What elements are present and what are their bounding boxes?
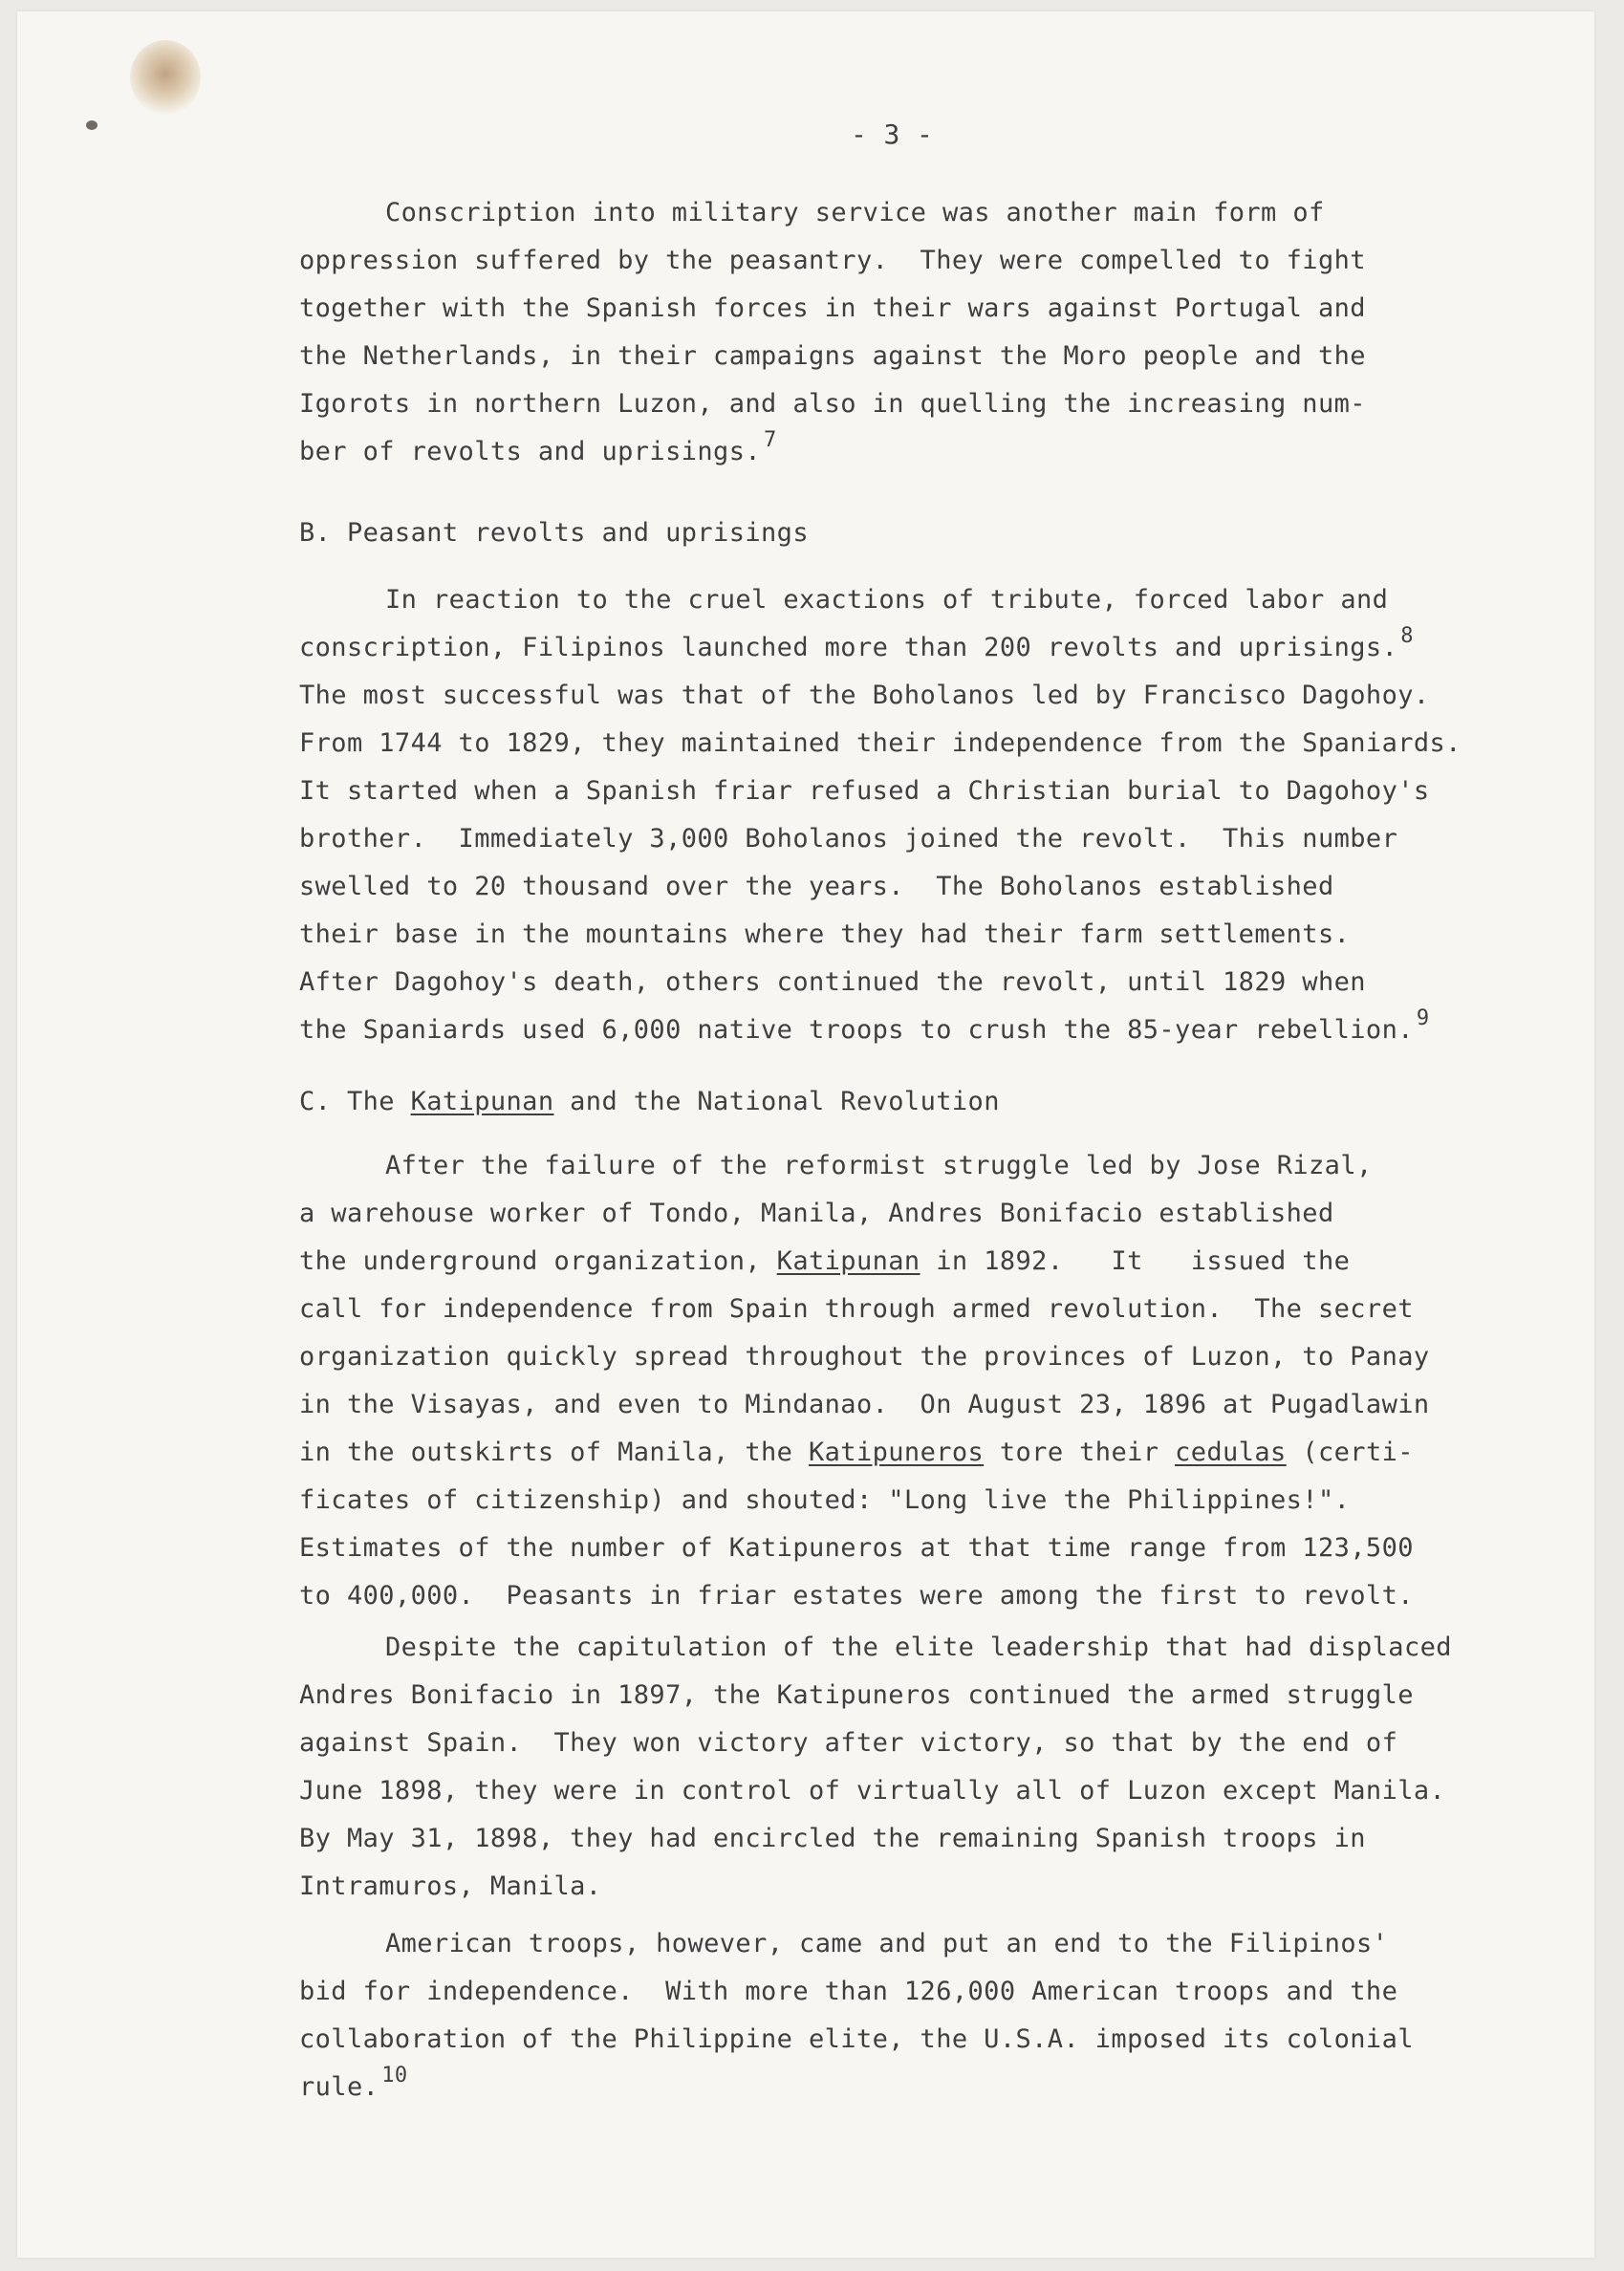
paragraph-line	[299, 1246, 1350, 1277]
footnote-marker: 10	[381, 2064, 408, 2087]
ink-speck	[86, 120, 97, 130]
paragraph-line: June 1898, they were in control of virtually all of Luzon except Manila.	[299, 1776, 1446, 1806]
paragraph-line	[299, 428, 777, 469]
paragraph-line: Conscription into military service was another main form of	[385, 198, 1325, 227]
underlined-term: Katipuneros	[808, 1438, 985, 1467]
heading-underlined-term: Katipunan	[410, 1087, 554, 1116]
paragraph-line: together with the Spanish forces in their wars against Portugal and	[299, 293, 1366, 323]
paragraph-line: Andres Bonifacio in 1897, the Katipuneros continued the armed struggle	[299, 1680, 1414, 1710]
heading-prefix: C. The	[299, 1087, 411, 1116]
paragraph-line: their base in the mountains where they had their farm settlements.	[299, 919, 1351, 949]
paragraph-line: Intramuros, Manila.	[299, 1871, 602, 1901]
paragraph-line: bid for independence. With more than 126,000 American troops and the	[299, 1977, 1398, 2006]
paragraph-line: From 1744 to 1829, they maintained their independence from the Spaniards.	[299, 728, 1462, 758]
paragraph-line: in the Visayas, and even to Mindanao. On August 23, 1896 at Pugadlawin	[299, 1390, 1430, 1419]
paragraph-line: brother. Immediately 3,000 Boholanos joined the revolt. This number	[299, 824, 1398, 854]
paragraph-line: After the failure of the reformist struggle led by Jose Rizal,	[385, 1151, 1373, 1180]
section-heading-c	[299, 1087, 1000, 1117]
paragraph-line: American troops, however, came and put an end to the Filipinos'	[385, 1929, 1389, 1958]
paragraph-line	[299, 1006, 1430, 1048]
line-text: tore their	[984, 1438, 1176, 1467]
line-text: the underground organization,	[299, 1246, 777, 1276]
line-text: ber of revolts and uprisings.	[299, 437, 762, 466]
rust-stain	[130, 40, 201, 115]
line-text: rule.	[299, 2072, 379, 2102]
paragraph-line: the Netherlands, in their campaigns against the Moro people and the	[299, 341, 1366, 371]
footnote-marker: 9	[1416, 1006, 1430, 1030]
paragraph-line	[299, 2064, 408, 2105]
paragraph-line	[299, 1438, 1414, 1468]
heading-suffix: and the National Revolution	[553, 1087, 1000, 1116]
paragraph-line: ficates of citizenship) and shouted: "Long live the Philippines!".	[299, 1485, 1351, 1515]
paragraph-line: By May 31, 1898, they had encircled the remaining Spanish troops in	[299, 1824, 1366, 1853]
line-text: in 1892. It issued the	[920, 1246, 1351, 1276]
paragraph-line: oppression suffered by the peasantry. They were compelled to fight	[299, 246, 1366, 275]
paragraph-line: In reaction to the cruel exactions of tribute, forced labor and	[385, 585, 1389, 615]
line-text: the Spaniards used 6,000 native troops to crush the 85-year rebellion.	[299, 1015, 1414, 1045]
section-heading-b: B. Peasant revolts and uprisings	[299, 518, 809, 548]
paragraph-line: against Spain. They won victory after victory, so that by the end of	[299, 1728, 1398, 1758]
document-page	[17, 11, 1594, 2258]
line-text: conscription, Filipinos launched more than 200 revolts and uprisings.	[299, 633, 1398, 662]
footnote-marker: 7	[764, 428, 777, 452]
paragraph-line: The most successful was that of the Boholanos led by Francisco Dagohoy.	[299, 681, 1430, 710]
paragraph-line: Despite the capitulation of the elite leadership that had displaced	[385, 1633, 1452, 1662]
line-text: in the outskirts of Manila, the	[299, 1438, 809, 1467]
footnote-marker: 8	[1400, 624, 1414, 648]
paragraph-line	[299, 624, 1414, 665]
paragraph-line: swelled to 20 thousand over the years. The Boholanos established	[299, 872, 1334, 901]
paragraph-line: After Dagohoy's death, others continued the revolt, until 1829 when	[299, 967, 1366, 997]
paragraph-line: call for independence from Spain through armed revolution. The secret	[299, 1294, 1414, 1324]
page-number: - 3 -	[851, 119, 934, 150]
paragraph-line: to 400,000. Peasants in friar estates were among the first to revolt.	[299, 1581, 1414, 1611]
paragraph-line: collaboration of the Philippine elite, the U.S.A. imposed its colonial	[299, 2024, 1414, 2054]
paragraph-line: organization quickly spread throughout the provinces of Luzon, to Panay	[299, 1342, 1430, 1372]
paragraph-line: It started when a Spanish friar refused a Christian burial to Dagohoy's	[299, 776, 1430, 806]
paragraph-line: Igorots in northern Luzon, and also in quelling the increasing num-	[299, 389, 1366, 419]
underlined-term: Katipunan	[776, 1246, 920, 1276]
paragraph-line: a warehouse worker of Tondo, Manila, Andres Bonifacio established	[299, 1199, 1334, 1228]
paragraph-line: Estimates of the number of Katipuneros at that time range from 123,500	[299, 1533, 1414, 1563]
line-text: (certi-	[1286, 1438, 1414, 1467]
underlined-term: cedulas	[1175, 1438, 1287, 1467]
